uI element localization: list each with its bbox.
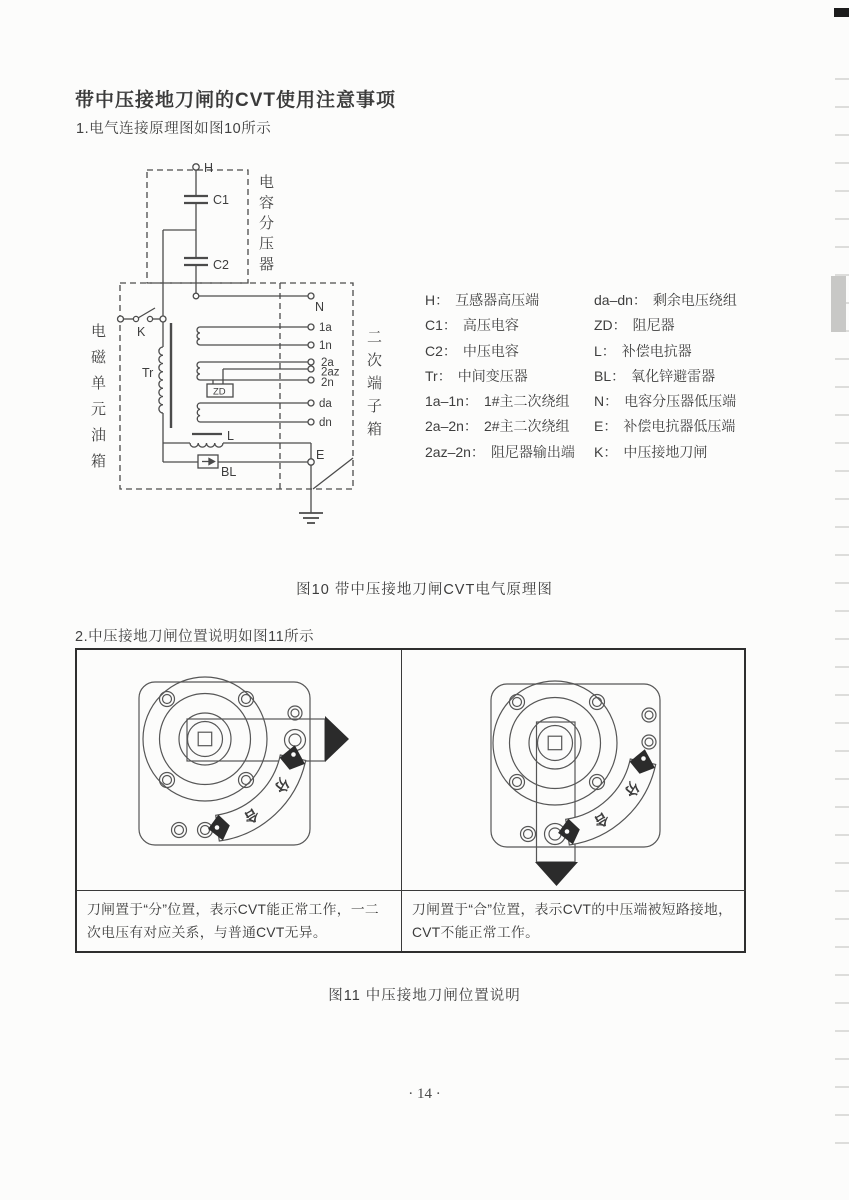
legend-row: da–dn： 剩余电压绕组 xyxy=(594,292,737,308)
label-H: H xyxy=(204,161,214,175)
legend-row: Tr： 中间变压器 xyxy=(425,367,528,384)
terminal-2a: 2a xyxy=(321,357,334,369)
capacitor-C2-symbol xyxy=(184,258,208,265)
knife-switch-K-symbol xyxy=(123,308,160,319)
terminal-1a: 1a xyxy=(319,322,332,334)
legend-row: H： 互感器高压端 xyxy=(425,292,540,308)
legend-column-1 xyxy=(425,288,575,465)
legend-row: ZD： 阻尼器 xyxy=(594,317,675,334)
label-C2: C2 xyxy=(213,258,229,272)
page-title: 带中压接地刀闸的CVT使用注意事项 xyxy=(75,90,397,111)
fig11-caption: 图11 中压接地刀闸位置说明 xyxy=(328,988,521,1004)
label-BL: BL xyxy=(221,465,237,479)
label-N: N xyxy=(315,300,325,314)
knife-switch-closed-drawing xyxy=(402,650,746,888)
legend-column-2 xyxy=(594,288,737,465)
open-position-glyph: 分 xyxy=(271,775,293,796)
rotation-indicator-band xyxy=(208,745,306,841)
knife-switch-open-drawing xyxy=(77,650,400,888)
arrester-BL-box xyxy=(198,455,218,468)
capacitor-divider-label: 电容分压器 xyxy=(257,174,274,277)
electromagnetic-unit-tank-label: 电磁单元油箱 xyxy=(89,323,106,479)
legend-row: 2a–2n： 2#主二次绕组 xyxy=(425,418,570,435)
label-ZD: ZD xyxy=(213,386,226,398)
legend-row: 1a–1n： 1#主二次绕组 xyxy=(425,393,570,410)
label-C1: C1 xyxy=(213,193,229,207)
legend-row: 2az–2n： 阻尼器输出端 xyxy=(425,443,575,460)
secondary-winding-1 xyxy=(197,327,200,345)
fig11-table xyxy=(75,648,746,953)
terminal-circles xyxy=(118,164,315,465)
terminal-2az: 2az xyxy=(321,366,340,379)
label-Tr: Tr xyxy=(142,366,154,380)
circuit-labels xyxy=(137,161,340,479)
operating-handle xyxy=(187,719,325,761)
rotation-indicator-band xyxy=(558,749,656,845)
fig11-closed-position-panel xyxy=(402,650,746,890)
label-K: K xyxy=(137,325,146,339)
legend-row: L： 补偿电抗器 xyxy=(594,342,692,359)
legend-row: BL： 氧化锌避雷器 xyxy=(594,367,716,384)
handle-arrow-down xyxy=(535,862,578,886)
reactor-L-coil xyxy=(190,443,223,447)
secondary-winding-2 xyxy=(197,362,200,380)
legend-row: C2： 中压电容 xyxy=(425,342,519,359)
legend-row: N： 电容分压器低压端 xyxy=(594,393,737,410)
section1-heading: 1.电气连接原理图如图10所示 xyxy=(76,121,272,137)
label-E: E xyxy=(316,448,325,462)
terminal-dn: dn xyxy=(319,417,332,429)
terminal-1n: 1n xyxy=(319,340,332,352)
residual-winding xyxy=(197,403,200,422)
handle-arrow-right xyxy=(325,716,349,762)
legend-row: K： 中压接地刀闸 xyxy=(594,443,708,460)
terminal-da: da xyxy=(319,398,332,410)
ground-symbol xyxy=(299,513,323,523)
secondary-terminal-box-label: 二次端子箱 xyxy=(365,329,382,444)
fig11-closed-description: 刀闸置于“合”位置，表示CVT的中压端被短路接地，CVT不能正常工作。 xyxy=(402,890,746,951)
terminal-2n: 2n xyxy=(321,377,334,389)
label-L: L xyxy=(227,429,234,443)
fig11-open-description: 刀闸置于“分”位置，表示CVT能正常工作，一二次电压有对应关系，与普通CVT无异。 xyxy=(77,890,402,951)
legend-row: C1： 高压电容 xyxy=(425,317,519,334)
close-position-glyph: 合 xyxy=(591,809,612,831)
fig11-open-position-panel xyxy=(77,650,402,890)
section2-heading: 2.中压接地刀闸位置说明如图11所示 xyxy=(75,629,315,645)
close-position-glyph: 合 xyxy=(241,805,262,827)
page-number: · 14 · xyxy=(408,1086,441,1102)
fig10-caption: 图10 带中压接地刀闸CVT电气原理图 xyxy=(296,582,553,598)
shaft-square-hole xyxy=(548,736,562,750)
transformer-primary-coil xyxy=(159,347,163,413)
capacitor-C1-symbol xyxy=(184,196,208,203)
shaft-square-hole xyxy=(198,732,212,746)
legend-row: E： 补偿电抗器低压端 xyxy=(594,418,736,435)
open-position-glyph: 分 xyxy=(621,779,643,800)
